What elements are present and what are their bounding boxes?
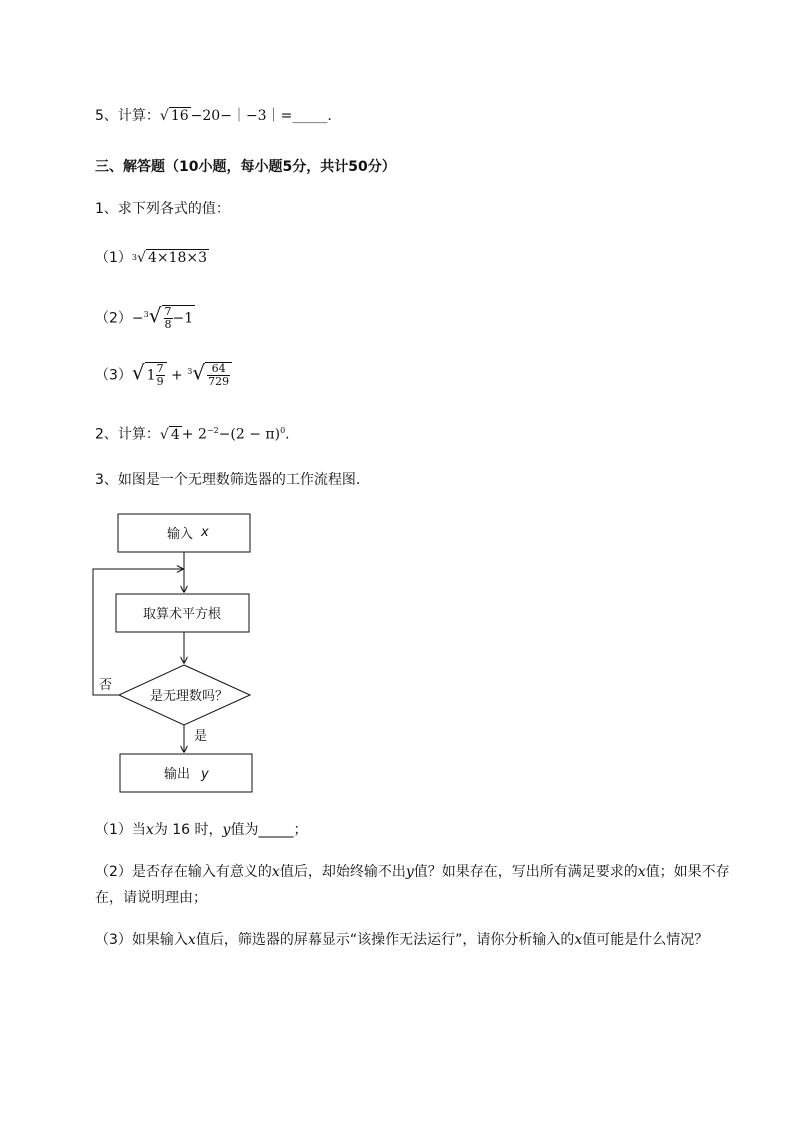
- numerator: 7: [156, 362, 164, 375]
- exponent: 0: [280, 426, 286, 435]
- text: 值为_____；: [230, 822, 308, 838]
- tail: −1: [172, 310, 194, 327]
- sqrt-box-label: 取算术平方根: [142, 607, 222, 622]
- item-label: （2）: [95, 310, 132, 327]
- problem-1-item-3: （3）√ 1 $\frac{7}{9}$ + $^3$√ $\frac{64}{729}$: [95, 362, 232, 388]
- problem-3-part-3: [95, 927, 740, 953]
- p2-mid: + 2: [181, 426, 207, 443]
- input-var: x: [201, 525, 209, 540]
- item-label: （1）: [95, 250, 132, 266]
- cube-root-expression: $^3$√ 4×18×3: [131, 250, 208, 266]
- radicand: 4: [170, 426, 180, 443]
- sqrt-expression: √ 16: [159, 108, 189, 124]
- problem-1-item-2: （2）−$^3$√ $\frac{7}{8}$ −1: [95, 303, 194, 331]
- output-var: y: [201, 767, 209, 782]
- decision-label: 是无理数吗？: [149, 689, 229, 704]
- text: 值后，却始终输不出: [279, 864, 406, 880]
- input-label: 输入: [167, 527, 194, 542]
- text: 为 16 时，: [153, 822, 223, 838]
- sqrt-expression: √ 4: [159, 426, 180, 443]
- var-y: y: [405, 864, 414, 880]
- denominator: 9: [156, 375, 164, 388]
- text: 值可能是什么情况？: [582, 932, 709, 948]
- whole-part: 1: [146, 367, 156, 384]
- cube-root-expression: $^3$√ $\frac{64}{729}$: [187, 362, 232, 388]
- sqrt-expression: √ 1 $\frac{7}{9}$: [132, 362, 167, 388]
- q5-radicand: 16: [170, 108, 189, 124]
- denominator: 729: [208, 375, 230, 388]
- text: 值后，筛选器的屏幕显示“该操作无法运行”，请你分析输入的: [195, 932, 575, 948]
- var-x: x: [271, 864, 280, 880]
- var-y: y: [222, 822, 231, 838]
- p2-end: .: [285, 426, 290, 443]
- q5-prefix: 5、计算：: [95, 108, 160, 124]
- no-label: 否: [99, 678, 113, 693]
- var-x: x: [187, 932, 196, 948]
- numerator: 7: [164, 305, 172, 318]
- item-label: （3）: [95, 367, 132, 384]
- radicand: 4×18×3: [147, 250, 208, 266]
- exponent: −2: [206, 426, 219, 435]
- text: （3）如果输入: [95, 932, 188, 948]
- numerator: 64: [207, 363, 230, 376]
- section-title: 三、解答题（10小题，每小题5分，共计50分）: [95, 159, 396, 175]
- problem-3-title: 3、如图是一个无理数筛选器的工作流程图.: [95, 472, 361, 488]
- text: 值？如果存在，写出所有满足要求的: [413, 864, 638, 880]
- output-label: 输出: [164, 767, 191, 782]
- text: 值；如果不存在，请说明理由；: [95, 864, 730, 906]
- text: （1）当: [95, 822, 146, 838]
- q5-rest: −20−｜−3｜=_____.: [190, 108, 332, 124]
- p2-tail: −(2 − π): [218, 426, 281, 443]
- problem-1-title: 1、求下列各式的值：: [95, 201, 230, 217]
- var-x: x: [574, 932, 583, 948]
- problem-3-part-2: [95, 859, 740, 911]
- problem-3-part-1: [95, 820, 307, 840]
- cube-root-expression: $^3$√ $\frac{7}{8}$ −1: [143, 303, 194, 331]
- text: （2）是否存在输入有意义的: [95, 864, 272, 880]
- yes-label: 是: [194, 729, 208, 744]
- var-x: x: [637, 864, 646, 880]
- var-x: x: [145, 822, 154, 838]
- p2-prefix: 2、计算：: [95, 426, 160, 443]
- denominator: 8: [164, 318, 172, 331]
